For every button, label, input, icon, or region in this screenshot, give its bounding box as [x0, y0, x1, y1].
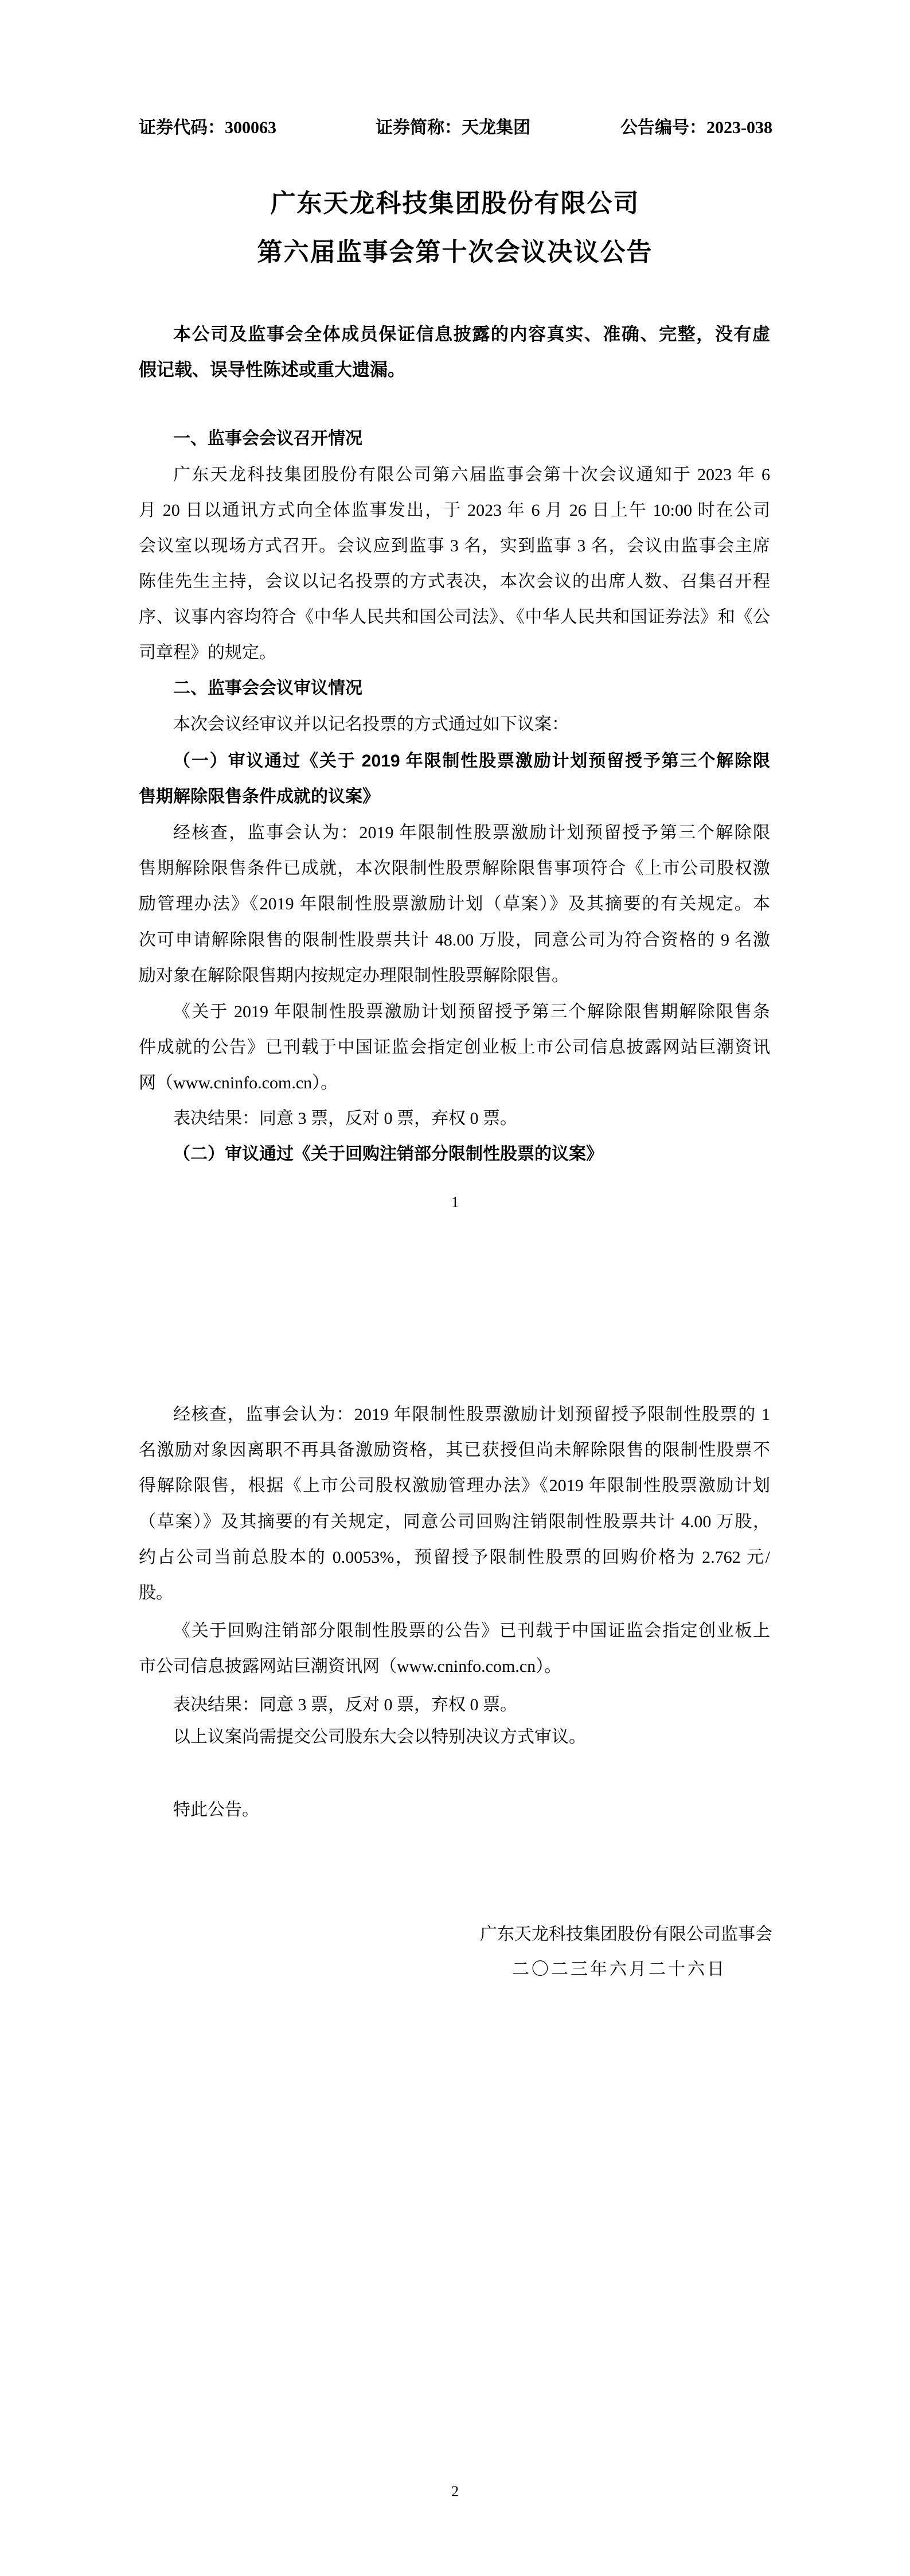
- body-line: 经核查，监事会认为：2019 年限制性股票激励计划预留授予第三个解除限: [173, 823, 770, 842]
- document-title-line1: 广东天龙科技集团股份有限公司: [270, 189, 640, 217]
- body-line: 会议室以现场方式召开。会议应到监事 3 名，实到监事 3 名，会议由监事会主席: [139, 536, 770, 555]
- body-line: 得解除限售，根据《上市公司股权激励管理办法》《2019 年限制性股票激励计划: [139, 1476, 770, 1495]
- body-line: 件成就的公告》已刊载于中国证监会指定创业板上市公司信息披露网站巨潮资讯: [139, 1038, 770, 1057]
- closing-statement: 特此公告。: [173, 1800, 259, 1819]
- signature-company: 广东天龙科技集团股份有限公司监事会: [480, 1925, 772, 1944]
- page2-number: 2: [451, 2483, 459, 2500]
- disclaimer-line: 假记载、误导性陈述或重大遗漏。: [139, 360, 405, 380]
- vote-result: 表决结果：同意 3 票，反对 0 票，弃权 0 票。: [173, 1109, 517, 1128]
- page1-number: 1: [451, 1194, 459, 1211]
- body-line: 陈佳先生主持，会议以记名投票的方式表决，本次会议的出席人数、召集召开程: [139, 572, 770, 591]
- body-line: 次可申请解除限售的限制性股票共计 48.00 万股，同意公司为符合资格的 9 名激: [139, 931, 770, 950]
- body-line: 经核查，监事会认为：2019 年限制性股票激励计划预留授予限制性股票的 1: [173, 1405, 770, 1424]
- section2-heading: 二、监事会会议审议情况: [173, 679, 362, 698]
- body-line: 励管理办法》《2019 年限制性股票激励计划（草案）》及其摘要的有关规定。本: [139, 894, 770, 913]
- body-line: 约占公司当前总股本的 0.0053%，预留授予限制性股票的回购价格为 2.762 元/: [139, 1548, 770, 1567]
- body-line: 以上议案尚需提交公司股东大会以特别决议方式审议。: [173, 1727, 586, 1746]
- vote-result: 表决结果：同意 3 票，反对 0 票，弃权 0 票。: [173, 1695, 517, 1714]
- body-line: 序、议事内容均符合《中华人民共和国公司法》、《中华人民共和国证券法》和《公: [139, 608, 770, 627]
- disclaimer-line: 本公司及监事会全体成员保证信息披露的内容真实、准确、完整，没有虚: [173, 324, 770, 344]
- body-line: 司章程》的规定。: [139, 643, 276, 662]
- proposal2-heading: （二）审议通过《关于回购注销部分限制性股票的议案》: [173, 1145, 603, 1164]
- body-line: 广东天龙科技集团股份有限公司第六届监事会第十次会议通知于 2023 年 6: [173, 465, 770, 484]
- body-line: 励对象在解除限售期内按规定办理限制性股票解除限售。: [139, 966, 569, 985]
- body-line: 股。: [139, 1583, 173, 1602]
- section1-heading: 一、监事会会议召开情况: [173, 429, 362, 448]
- body-line: 《关于 2019 年限制性股票激励计划预留授予第三个解除限售期解除限售条: [173, 1002, 770, 1021]
- stock-name: 证券简称：天龙集团: [376, 118, 530, 137]
- proposal1-heading: （一）审议通过《关于 2019 年限制性股票激励计划预留授予第三个解除限: [173, 752, 770, 771]
- body-line: 市公司信息披露网站巨潮资讯网（www.cninfo.com.cn）。: [139, 1657, 562, 1676]
- body-line: 本次会议经审议并以记名投票的方式通过如下议案：: [173, 715, 569, 734]
- body-line: 月 20 日以通讯方式向全体监事发出，于 2023 年 6 月 26 日上午 10:00 时在公司: [139, 501, 770, 520]
- body-line: 售期解除限售条件已成就，本次限制性股票解除限售事项符合《上市公司股权激: [139, 859, 770, 878]
- body-line: 《关于回购注销部分限制性股票的公告》已刊载于中国证监会指定创业板上: [173, 1621, 770, 1640]
- document-title-line2: 第六届监事会第十次会议决议公告: [257, 238, 653, 266]
- announcement-number: 公告编号：2023-038: [620, 118, 772, 137]
- body-line: （草案）》及其摘要的有关规定，同意公司回购注销限制性股票共计 4.00 万股，: [139, 1512, 770, 1531]
- signature-date: 二〇二三年六月二十六日: [512, 1960, 727, 1979]
- stock-code: 证券代码：300063: [139, 118, 276, 137]
- proposal1-heading: 售期解除限售条件成就的议案》: [139, 787, 380, 806]
- body-line: 名激励对象因离职不再具备激励资格，其已获授但尚未解除限售的限制性股票不: [139, 1441, 770, 1460]
- body-line: 网（www.cninfo.com.cn）。: [139, 1073, 338, 1092]
